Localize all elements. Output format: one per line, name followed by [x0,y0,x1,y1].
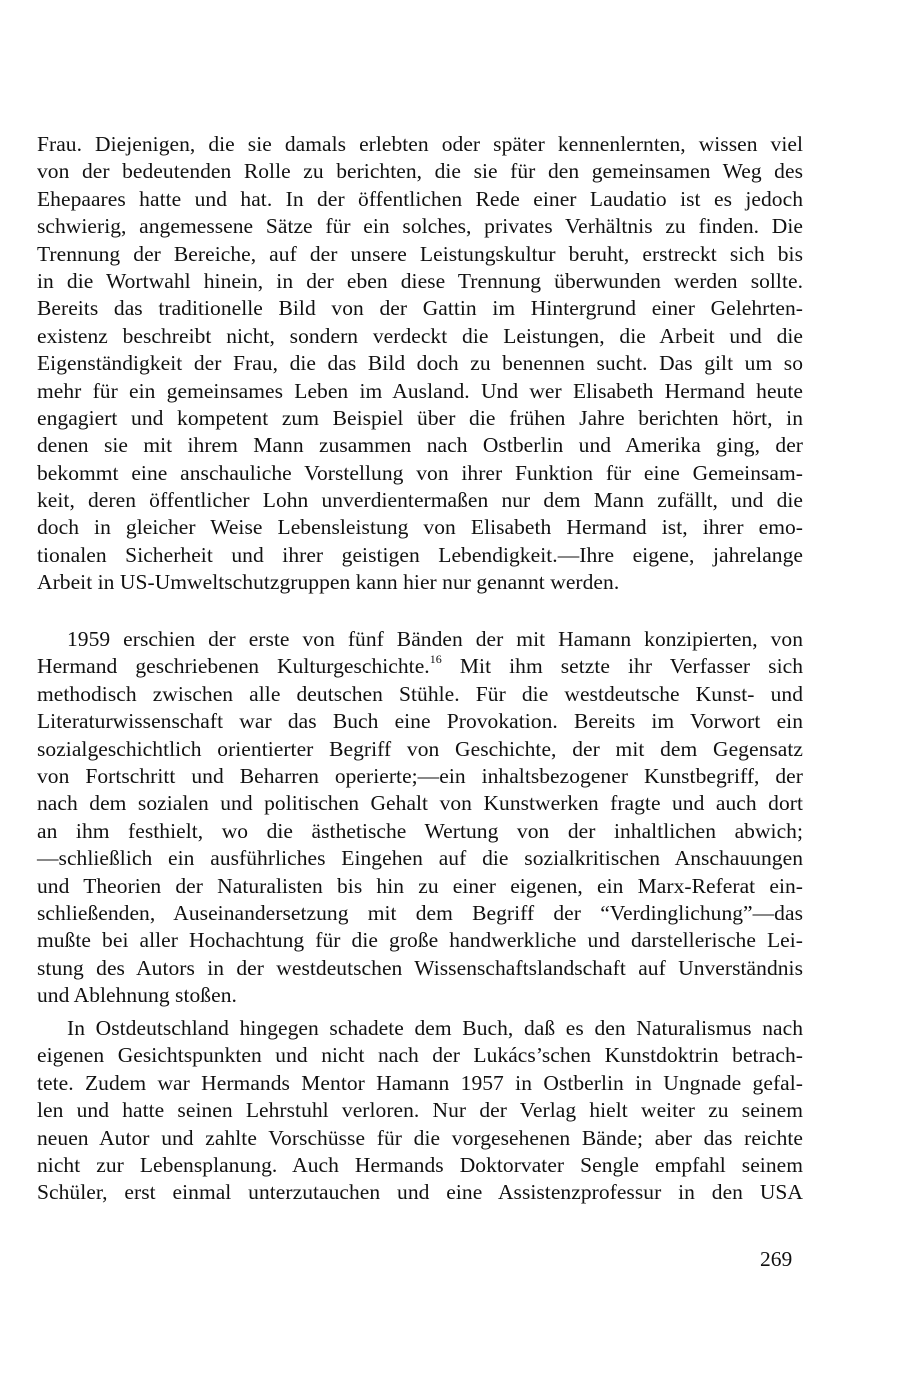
text-line: schließenden, Auseinandersetzung mit dem Begriff der “Verdinglichung”—das [37,900,803,925]
text-line: an ihm festhielt, wo die ästhetische Wertung von der inhaltlichen abwich; [37,818,803,843]
paragraph-2 [37,626,803,1009]
text-line: Literaturwissenschaft war das Buch eine Provokation. Bereits im Vorwort ein [37,709,803,734]
text-line-with-footnote [37,653,803,680]
text-line: bekommt eine anschauliche Vorstellung von ihrer Funktion für eine Gemeinsam- [37,460,803,485]
text-line: existenz beschreibt nicht, sondern verdeckt die Leistungen, die Arbeit und die [37,323,803,348]
text-line: und Theorien der Naturalisten bis hin zu einer eigenen, ein Marx-Referat ein- [37,873,803,898]
text-line: in die Wortwahl hinein, in der eben diese Trennung überwunden werden sollte. [37,268,803,293]
text-line: mehr für ein gemeinsames Leben im Ausland. Und wer Elisabeth Hermand heute [37,378,803,403]
text-line: Eigenständigkeit der Frau, die das Bild doch zu benennen sucht. Das gilt um so [37,351,803,376]
text-line: methodisch zwischen alle deutschen Stühle. Für die westdeutsche Kunst- und [37,681,803,706]
text-line: In Ostdeutschland hingegen schadete dem Buch, daß es den Naturalismus nach [67,1016,803,1040]
text-line: len und hatte seinen Lehrstuhl verloren. Nur der Verlag hielt weiter zu seinem [37,1098,803,1123]
text-line: Trennung der Bereiche, auf der unsere Leistungskultur beruht, erstreckt sich bis [37,241,803,266]
text-line: keit, deren öffentlicher Lohn unverdientermaßen nur dem Mann zufällt, und die [37,488,803,513]
text-line: und Ablehnung stoßen. [37,983,237,1008]
text-line: sozialgeschichtlich orientierter Begriff von Geschichte, der mit dem Gegensatz [37,736,803,761]
paragraph-3 [37,1015,803,1207]
text-line: tete. Zudem war Hermands Mentor Hamann 1957 in Ostberlin in Ungnade gefal- [37,1070,803,1095]
text-line: denen sie mit ihrem Mann zusammen nach Ostberlin und Amerika ging, der [37,433,803,458]
text-line: doch in gleicher Weise Lebensleistung von Elisabeth Hermand ist, ihrer emo- [37,515,803,540]
text-line: neuen Autor und zahlte Vorschüsse für die vorgesehenen Bände; aber das reichte [37,1125,803,1150]
text-line: stung des Autors in der westdeutschen Wissenschaftslandschaft auf Unverständnis [37,955,803,980]
text-line: —schließlich ein ausführliches Eingehen auf die sozialkritischen Anschauungen [37,846,803,871]
paragraph-1 [37,131,803,597]
text-line: 1959 erschien der erste von fünf Bänden der mit Hamann konzipierten, von [67,627,803,651]
text-line: von der bedeutenden Rolle zu berichten, die sie für den gemeinsamen Weg des [37,159,803,184]
text-line: von Fortschritt und Beharren operierte;—ein inhaltsbezogener Kunstbegriff, der [37,763,803,788]
text-line: mußte bei aller Hochachtung für die große handwerkliche und darstellerische Lei- [37,928,803,953]
text-line: Frau. Diejenigen, die sie damals erlebten oder später kennenlernten, wissen viel [37,132,803,156]
text-segment: Mit ihm setzte ihr Verfasser sich [441,654,804,679]
text-line: Schüler, erst einmal unterzutauchen und eine Assistenzprofessur in den USA [37,1180,803,1205]
page-number: 269 [760,1247,793,1271]
text-line: Bereits das traditionelle Bild von der Gattin im Hintergrund einer Gelehrten- [37,296,803,321]
text-line: Arbeit in US-Umweltschutzgruppen kann hier nur genannt werden. [37,570,620,595]
text-line: Ehepaares hatte und hat. In der öffentlichen Rede einer Laudatio ist es jedoch [37,186,803,211]
text-line: tionalen Sicherheit und ihrer geistigen Lebendigkeit.—Ihre eigene, jahrelange [37,542,803,567]
text-line: engagiert und kompetent zum Beispiel über die frühen Jahre berichten hört, in [37,405,803,430]
footnote-reference[interactable]: 16 [429,652,442,667]
text-line: nicht zur Lebensplanung. Auch Hermands Doktorvater Sengle empfahl seinem [37,1152,803,1177]
text-segment: Hermand geschriebenen Kulturgeschichte. [37,654,430,679]
text-line: eigenen Gesichtspunkten und nicht nach der Lukács’schen Kunstdoktrin betrach- [37,1043,803,1068]
text-line: nach dem sozialen und politischen Gehalt von Kunstwerken fragte und auch dort [37,791,803,816]
text-line: schwierig, angemessene Sätze für ein solches, privates Verhältnis zu finden. Die [37,214,803,239]
